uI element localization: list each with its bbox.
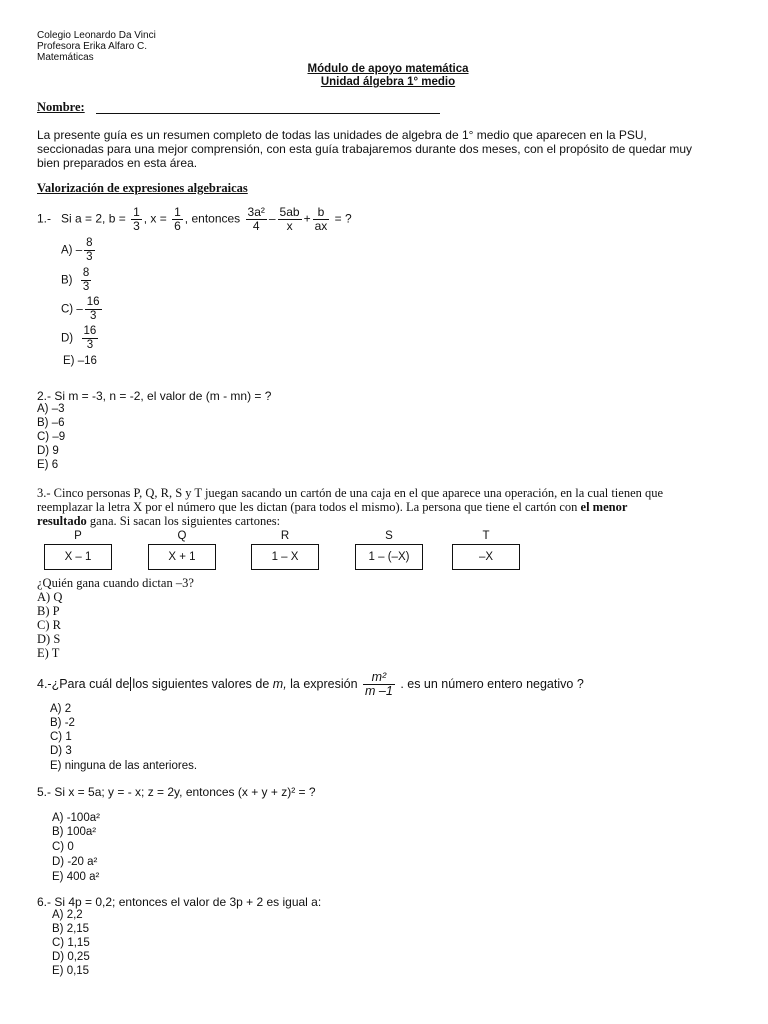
- card-person-s: S: [385, 530, 393, 542]
- q6-option-c: C) 1,15: [52, 937, 90, 949]
- name-field-line: [96, 113, 440, 114]
- card-person-p: P: [74, 530, 82, 542]
- q2-option-d: D) 9: [37, 445, 59, 457]
- q6-option-e: E) 0,15: [52, 965, 90, 977]
- question-3-prompt: ¿Quién gana cuando dictan –3?: [37, 576, 194, 590]
- q4-option-e: E) ninguna de las anteriores.: [50, 760, 198, 772]
- question-6: 6.- Si 4p = 0,2; entonces el valor de 3p + 2 es igual a:: [37, 895, 322, 909]
- question-4: 4.-¿Para cuál de los siguientes valores de m, la expresión $\frac{\text{m²}}{m -1}$ . es un número entero negativo ?: [37, 670, 584, 698]
- q5-option-b: B) 100a²: [52, 826, 97, 838]
- teacher-name: Profesora Erika Alfaro C.: [37, 41, 148, 52]
- card-r: 1 – X: [251, 544, 319, 570]
- q5-option-d: D) -20 a²: [52, 856, 98, 868]
- school-name: Colegio Leonardo Da Vinci: [37, 30, 156, 41]
- card-person-t: T: [482, 530, 490, 542]
- intro-line-2: seccionadas para una mejor comprensión, con esta guía trabajaremos durante dos meses, con el propósito de quedar muy: [37, 142, 693, 156]
- q3-option-d: D) S: [37, 632, 61, 646]
- q5-option-c: C) 0: [52, 841, 74, 853]
- q2-option-a: A) –3: [37, 403, 65, 415]
- card-p: X – 1: [44, 544, 112, 570]
- q4-option-c: C) 1: [50, 731, 72, 743]
- card-person-r: R: [280, 530, 290, 542]
- q4-option-a: A) 2: [50, 703, 72, 715]
- q1-option-e: E) –16: [63, 355, 97, 367]
- intro-line-1: La presente guía es un resumen completo de todas las unidades de algebra de 1° medio que aparecen en la PSU,: [37, 128, 647, 142]
- q6-option-a: A) 2,2: [52, 909, 83, 921]
- q5-option-e: E) 400 a²: [52, 871, 100, 883]
- q6-option-b: B) 2,15: [52, 923, 90, 935]
- question-3-line-2: reemplazar la letra X por el número que les dictan (para todos el mismo). La persona que tiene el cartón con el menor: [37, 500, 628, 514]
- subject-name: Matemáticas: [37, 52, 94, 63]
- q2-option-c: C) –9: [37, 431, 66, 443]
- card-person-q: Q: [177, 530, 187, 542]
- card-t: –X: [452, 544, 520, 570]
- unit-title: Unidad álgebra 1° medio: [320, 76, 456, 88]
- q6-option-d: D) 0,25: [52, 951, 90, 963]
- q3-option-e: E) T: [37, 646, 60, 660]
- card-s: 1 – (–X): [355, 544, 423, 570]
- card-q: X + 1: [148, 544, 216, 570]
- name-label: Nombre:: [37, 100, 85, 114]
- q1-option-b: B) $\frac{8}{3}$: [61, 267, 90, 293]
- section-title: Valorización de expresiones algebraicas: [37, 181, 248, 195]
- q1-option-d: D) $\frac{16}{3}$: [61, 325, 97, 351]
- q3-option-a: A) Q: [37, 590, 63, 604]
- module-title: Módulo de apoyo matemática: [307, 63, 469, 75]
- q4-option-b: B) -2: [50, 717, 75, 729]
- q1-option-c: C) – $\frac{16}{3}$: [61, 296, 100, 322]
- q3-option-b: B) P: [37, 604, 60, 618]
- question-3-line-3: resultado gana. Si sacan los siguientes cartones:: [37, 514, 281, 528]
- intro-line-3: bien preparados en esta área.: [37, 156, 198, 170]
- question-5: 5.- Si x = 5a; y = - x; z = 2y, entonces (x + y + z)² = ?: [37, 785, 316, 799]
- question-3-line-1: 3.- Cinco personas P, Q, R, S y T juegan sacando un cartón de una caja en el que aparece una operación, en la cual tienen que: [37, 486, 664, 500]
- q2-option-b: B) –6: [37, 417, 65, 429]
- q2-option-e: E) 6: [37, 459, 59, 471]
- q3-option-c: C) R: [37, 618, 61, 632]
- q5-option-a: A) -100a²: [52, 812, 100, 824]
- question-1: 1.- Si a = 2, b = $\frac{1}{3}$ , x = $\frac{1}{6}$ , entonces $\frac{\text{3a²}}{4}$ – $\frac{5ab}{x}$ + $\frac{b}{ax}$ = ?: [37, 205, 352, 233]
- question-2: 2.- Si m = -3, n = -2, el valor de (m - mn) = ?: [37, 389, 272, 403]
- q1-option-a: A) – $\frac{8}{3}$: [61, 237, 93, 263]
- q4-option-d: D) 3: [50, 745, 72, 757]
